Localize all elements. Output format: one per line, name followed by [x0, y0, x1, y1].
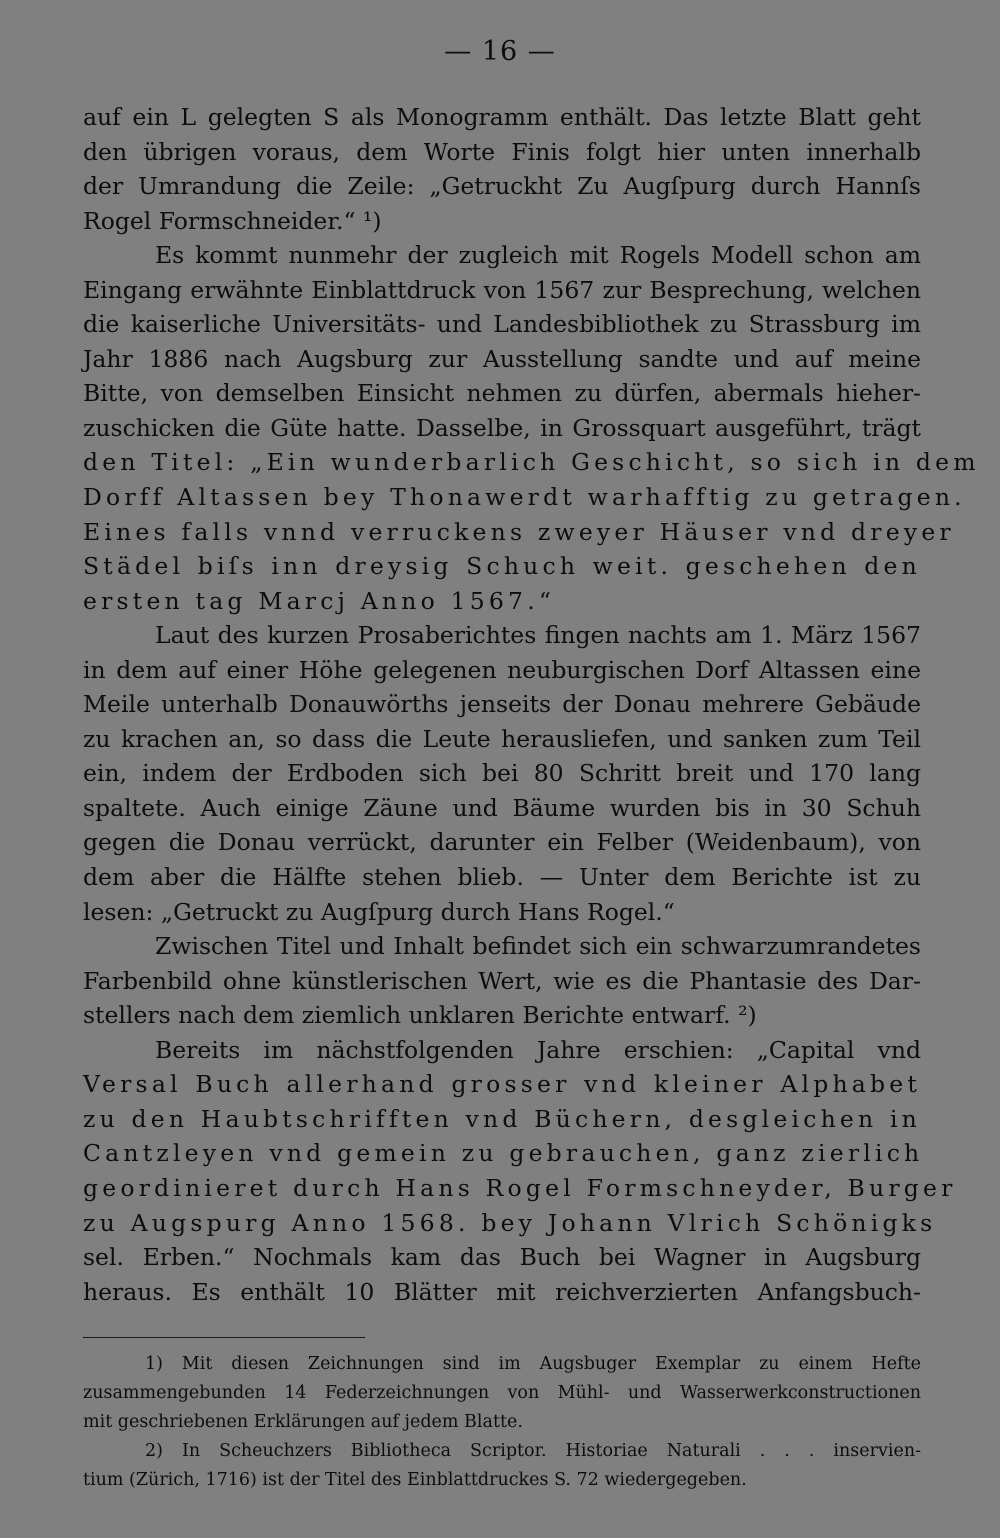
- text-line: Eines falls vnnd verruckens zweyer Häuser vnd dreyer: [83, 517, 955, 546]
- text-line: zu Augspurg Anno 1568. bey Johann Vlrich Schönigks: [83, 1208, 937, 1237]
- text-line: Jahr 1886 nach Augsburg zur Ausstellung sandte und auf meine: [83, 344, 921, 373]
- text-line: dem aber die Hälfte stehen blieb. — Unter dem Berichte ist zu: [83, 863, 921, 892]
- text-line: Rogel Formschneider.“ ¹): [83, 206, 382, 235]
- footnote-line: zusammengebunden 14 Federzeichnungen von Mühl- und Wasserwerkconstructionen: [83, 1383, 921, 1403]
- text-line: Es kommt nunmehr der zugleich mit Rogels Modell schon am: [155, 241, 921, 270]
- text-line: ein, indem der Erdboden sich bei 80 Schritt breit und 170 lang: [83, 759, 921, 788]
- text-line: Dorff Altassen bey Thonawerdt warhafftig zu getragen.: [83, 483, 966, 512]
- text-line: gegen die Donau verrückt, darunter ein Felber (Weidenbaum), von: [83, 828, 921, 857]
- footnote-line: tium (Zürich, 1716) ist der Titel des Einblattdruckes S. 72 wiedergegeben.: [83, 1470, 747, 1490]
- text-line: geordinieret durch Hans Rogel Formschneyder, Burger: [83, 1173, 957, 1202]
- text-line: zuschicken die Güte hatte. Dasselbe, in Grossquart ausgeführt, trägt: [83, 413, 921, 442]
- text-line: den übrigen voraus, dem Worte Finis folgt hier unten innerhalb: [83, 137, 921, 166]
- text-line: Bereits im nächstfolgenden Jahre erschien: „Capital vnd: [155, 1035, 921, 1064]
- text-line: Laut des kurzen Prosaberichtes fingen nachts am 1. März 1567: [155, 621, 921, 650]
- text-line: Zwischen Titel und Inhalt befindet sich ein schwarzumrandetes: [155, 932, 921, 961]
- text-line: zu krachen an, so dass die Leute herausliefen, und sanken zum Teil: [83, 724, 921, 753]
- footnote-divider: [83, 1337, 365, 1338]
- text-line: den Titel: „Ein wunderbarlich Geschicht, so sich in dem: [83, 448, 980, 477]
- text-line: stellers nach dem ziemlich unklaren Berichte entwarf. ²): [83, 1001, 757, 1030]
- page-number: — 16 —: [444, 36, 556, 67]
- text-line: Bitte, von demselben Einsicht nehmen zu dürfen, abermals hieher-: [83, 379, 921, 408]
- text-line: Versal Buch allerhand grosser vnd kleiner Alphabet: [83, 1070, 921, 1099]
- text-line: lesen: „Getruckt zu Augſpurg durch Hans Rogel.“: [83, 897, 675, 926]
- text-line: spaltete. Auch einige Zäune und Bäume wurden bis in 30 Schuh: [83, 793, 921, 822]
- text-line: Städel biſs inn dreysig Schuch weit. geschehen den: [83, 552, 921, 581]
- text-line: ersten tag Marcj Anno 1567.“: [83, 586, 556, 615]
- text-line: die kaiserliche Universitäts- und Landesbibliothek zu Strassburg im: [83, 310, 921, 339]
- text-line: sel. Erben.“ Nochmals kam das Buch bei Wagner in Augsburg: [83, 1243, 921, 1272]
- text-line: zu den Haubtschrifften vnd Büchern, desgleichen in: [83, 1104, 921, 1133]
- text-line: der Umrandung die Zeile: „Getruckht Zu Augſpurg durch Hannſs: [83, 172, 921, 201]
- text-line: in dem auf einer Höhe gelegenen neuburgischen Dorf Altassen eine: [83, 655, 921, 684]
- text-line: Eingang erwähnte Einblattdruck von 1567 zur Besprechung, welchen: [83, 275, 921, 304]
- footnotes: [83, 1350, 921, 1495]
- text-line: Meile unterhalb Donauwörths jenseits der Donau mehrere Gebäude: [83, 690, 921, 719]
- footnote-line: mit geschriebenen Erklärungen auf jedem Blatte.: [83, 1412, 523, 1432]
- body-text: [83, 100, 980, 1309]
- text-line: auf ein L gelegten S als Monogramm enthält. Das letzte Blatt geht: [83, 103, 921, 131]
- text-line: Cantzleyen vnd gemein zu gebrauchen, ganz zierlich: [83, 1139, 924, 1168]
- footnote-line: 2) In Scheuchzers Bibliotheca Scriptor. Historiae Naturali . . . inservien-: [145, 1441, 921, 1461]
- footnote-line: 1) Mit diesen Zeichnungen sind im Augsbuger Exemplar zu einem Hefte: [145, 1354, 921, 1374]
- text-line: heraus. Es enthält 10 Blätter mit reichverzierten Anfangsbuch-: [83, 1277, 921, 1306]
- text-line: Farbenbild ohne künstlerischen Wert, wie es die Phantasie des Dar-: [83, 966, 921, 995]
